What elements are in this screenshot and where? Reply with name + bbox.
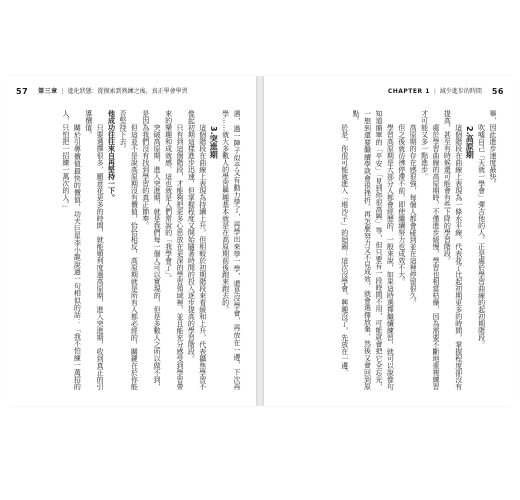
paragraph: 畢，因此進步速度最快。 xyxy=(489,110,497,187)
section-title: 高原期 xyxy=(465,134,475,159)
book-spread xyxy=(8,76,512,406)
paragraph: 遇，過一陣子似乎又有動力學了，再學出來學一學，還是沒學會，再放在一邊，下次再學……就大多數人的學習興趣基本就是在高原期前後跑來跑去的。 xyxy=(221,110,241,390)
section-number: 2. xyxy=(465,126,475,135)
left-page xyxy=(8,76,256,406)
paragraph: 這個階段在曲線上表現為持續上升，但相較於初期階段來看緩和上升，代表攝焦學習不像起初期這樣進步迅速，但掌握程度又開始隨著時間的投入逐步提高的學習階段。 xyxy=(187,110,207,390)
right-page-header: CHAPTER 1 | 減少進步的時間 56 xyxy=(387,87,504,96)
section-heading xyxy=(208,110,219,390)
paragraph: 吹噓自己「天就一學會」彈吉他的人，正是處於學習曲線的起初期階段。 xyxy=(477,124,486,348)
paragraph: 只要選擇很多，願意花更多的時間，就能順利度過高原期，進入突進期，收到真正的引導價值。 xyxy=(84,110,105,390)
paragraph: 於是，你很可能就進入「堆沙子」的迴圈：這次沒學會，興趣沒了，先放在一邊。 xyxy=(340,124,349,376)
right-page-number: 56 xyxy=(491,87,504,96)
paragraph: 關於引導價值最快的價值，功夫巨星李小龍說過一句相似的話：「我不怕練一萬招的人，只怕把一招練一萬次的人。」 xyxy=(61,110,82,390)
right-page-body xyxy=(278,110,498,390)
bold-emphasis-line: 他成功往往來自再堅持一下。 xyxy=(107,110,116,201)
paragraph: 突破高原期，進入突進期，就是我們每一個人可以實現的，但是多數人之所以做不到，是因為我們沒有找到學習的真正節奏。 xyxy=(141,110,162,390)
paragraph: 處於學習曲線的高原期時，不僅進步緩慢，學習也相當枯燥，因為需要不斷地重複練習才可能又多一點進步。 xyxy=(420,110,440,390)
paragraph: 但之後就彷彿停滯不前，即使繼續努力也成效不大。 xyxy=(397,124,406,285)
left-chapter-label: 第三章 xyxy=(38,88,58,95)
left-page-body xyxy=(22,110,242,390)
section-title: 突進期 xyxy=(209,134,219,159)
paragraph: 只有到這個階段，才能夠把更多心思放在更深的學習領域裡，並且能充分感受到學習帶來的樂趣和成就感，這也就是人們常說的「我學會了」。 xyxy=(164,110,184,390)
paragraph: 學習高原期是大部分人都會經歷的，一般來說，如果這時選擇繼續練習，就可以說像句知道簡單的「平安」「見到你很高興」等，但只要有一段時間不用，可能就會把它全忘光，一想到還要繼續學就會很挫折。再怎麼努力又不見成效，就會選擇放棄，然後又會回到原點。 xyxy=(352,110,395,390)
paragraph: 高原期的存在感很強，每個人都會碰到並在這裡停留很久。 xyxy=(409,124,418,306)
paragraph: 但這並不是說高原期沒有價值，恰恰相反，高原期就是所有人都必經的，關鍵在於你能否堅持下去。 xyxy=(118,110,139,390)
section-heading xyxy=(464,110,475,390)
left-running-title: 進化狀態：從摸索到熟練之後，真正學會學習 xyxy=(67,88,188,95)
right-chapter-label: CHAPTER 1 xyxy=(387,88,430,95)
section-number: 3. xyxy=(209,126,219,135)
paragraph: 這個階段在曲線上表現為一條水平線，代表花了比起初期更多的時間，掌握程度卻沒有提高，甚至有時候還可能會有些下降的學習階段。 xyxy=(443,110,463,390)
left-page-header: 57 第三章 | 進化狀態：從摸索到熟練之後，真正學會學習 xyxy=(16,87,188,96)
left-page-number: 57 xyxy=(16,87,29,96)
right-running-title: 減少進步的時間 xyxy=(439,88,482,95)
right-page xyxy=(264,76,512,406)
